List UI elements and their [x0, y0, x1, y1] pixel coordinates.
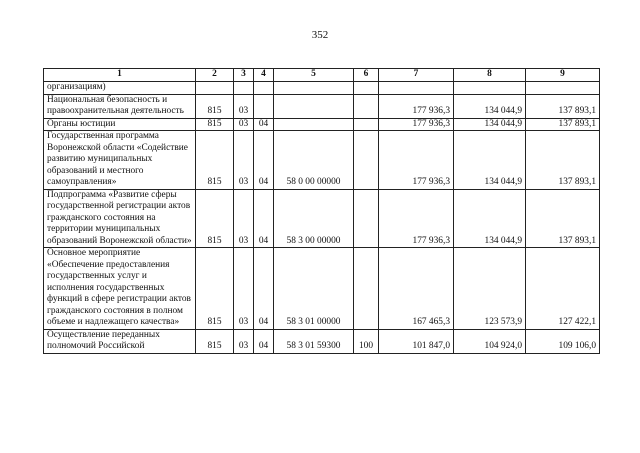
- cell-col-5: [274, 94, 354, 118]
- cell-col-2: 815: [196, 131, 234, 190]
- cell-col-8: 123 573,9: [454, 248, 526, 330]
- column-header: 6: [354, 69, 379, 82]
- cell-col-3: 03: [234, 248, 254, 330]
- cell-col-8: 134 044,9: [454, 189, 526, 248]
- cell-col-7: 177 936,3: [379, 118, 454, 131]
- cell-col-4: [254, 82, 274, 95]
- cell-col-2: 815: [196, 118, 234, 131]
- budget-table: [43, 68, 600, 354]
- cell-col-7: [379, 82, 454, 95]
- cell-col-6: 100: [354, 329, 379, 353]
- column-header: 5: [274, 69, 354, 82]
- cell-col-8: 134 044,9: [454, 118, 526, 131]
- cell-col-4: 04: [254, 248, 274, 330]
- cell-col-5: 58 3 00 00000: [274, 189, 354, 248]
- cell-col-5: 58 0 00 00000: [274, 131, 354, 190]
- column-header: 8: [454, 69, 526, 82]
- row-name: Основное мероприятие «Обеспечение предоставления государственных услуг и исполнения государственных функций в сфере регистрации актов гражданского состояния в полном объеме и надлежащего качества»: [44, 248, 196, 330]
- cell-col-9: 127 422,1: [526, 248, 600, 330]
- table-row: [44, 94, 600, 118]
- cell-col-5: 58 3 01 00000: [274, 248, 354, 330]
- cell-col-5: 58 3 01 59300: [274, 329, 354, 353]
- cell-col-9: 137 893,1: [526, 118, 600, 131]
- cell-col-7: 101 847,0: [379, 329, 454, 353]
- cell-col-9: 109 106,0: [526, 329, 600, 353]
- cell-col-5: [274, 82, 354, 95]
- row-name: Национальная безопасность и правоохранительная деятельность: [44, 94, 196, 118]
- cell-col-3: 03: [234, 189, 254, 248]
- cell-col-3: [234, 82, 254, 95]
- row-name: Осуществление переданных полномочий Российской: [44, 329, 196, 353]
- cell-col-3: 03: [234, 329, 254, 353]
- column-header: 2: [196, 69, 234, 82]
- table-header-row: [44, 69, 600, 82]
- cell-col-4: 04: [254, 329, 274, 353]
- cell-col-9: 137 893,1: [526, 189, 600, 248]
- cell-col-7: 177 936,3: [379, 189, 454, 248]
- cell-col-3: 03: [234, 94, 254, 118]
- table-row: [44, 82, 600, 95]
- cell-col-7: 177 936,3: [379, 94, 454, 118]
- cell-col-7: 177 936,3: [379, 131, 454, 190]
- row-name: Подпрограмма «Развитие сферы государственной регистрации актов гражданского состояния на территории муниципальных образований Воронежской области»: [44, 189, 196, 248]
- cell-col-2: [196, 82, 234, 95]
- table-row: [44, 131, 600, 190]
- column-header: 7: [379, 69, 454, 82]
- cell-col-8: [454, 82, 526, 95]
- cell-col-6: [354, 189, 379, 248]
- cell-col-6: [354, 248, 379, 330]
- table-row: [44, 329, 600, 353]
- cell-col-7: 167 465,3: [379, 248, 454, 330]
- table-row: [44, 118, 600, 131]
- column-header: 4: [254, 69, 274, 82]
- column-header: 3: [234, 69, 254, 82]
- column-header: 1: [44, 69, 196, 82]
- table-row: [44, 189, 600, 248]
- cell-col-9: 137 893,1: [526, 131, 600, 190]
- cell-col-8: 104 924,0: [454, 329, 526, 353]
- cell-col-6: [354, 118, 379, 131]
- cell-col-6: [354, 82, 379, 95]
- column-header: 9: [526, 69, 600, 82]
- cell-col-6: [354, 94, 379, 118]
- row-name: организациям): [44, 82, 196, 95]
- page-number: 352: [311, 29, 329, 41]
- cell-col-2: 815: [196, 189, 234, 248]
- cell-col-2: 815: [196, 94, 234, 118]
- cell-col-2: 815: [196, 248, 234, 330]
- cell-col-5: [274, 118, 354, 131]
- cell-col-4: 04: [254, 118, 274, 131]
- row-name: Государственная программа Воронежской области «Содействие развитию муниципальных образований и местного самоуправления»: [44, 131, 196, 190]
- cell-col-9: [526, 82, 600, 95]
- cell-col-6: [354, 131, 379, 190]
- cell-col-2: 815: [196, 329, 234, 353]
- cell-col-3: 03: [234, 118, 254, 131]
- cell-col-8: 134 044,9: [454, 94, 526, 118]
- cell-col-9: 137 893,1: [526, 94, 600, 118]
- cell-col-4: [254, 94, 274, 118]
- cell-col-4: 04: [254, 189, 274, 248]
- row-name: Органы юстиции: [44, 118, 196, 131]
- table-row: [44, 248, 600, 330]
- cell-col-8: 134 044,9: [454, 131, 526, 190]
- cell-col-3: 03: [234, 131, 254, 190]
- cell-col-4: 04: [254, 131, 274, 190]
